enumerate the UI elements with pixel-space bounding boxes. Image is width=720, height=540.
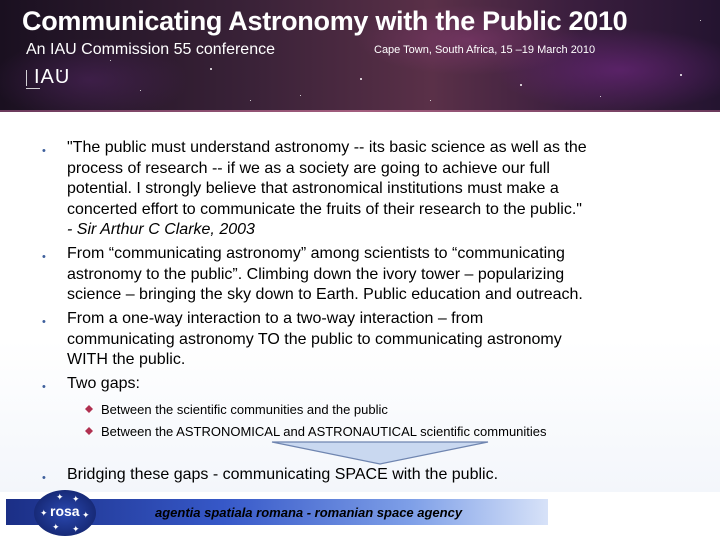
bullet-marker: • xyxy=(42,145,46,157)
diamond-bullet-icon xyxy=(85,427,93,435)
sub-bullet-item: Between the scientific communities and the public xyxy=(101,402,388,417)
bullet-marker: • xyxy=(42,381,46,393)
bullet-line: "The public must understand astronomy -- its basic science as well as the xyxy=(67,139,587,156)
bullet-item-interaction xyxy=(67,309,699,371)
star xyxy=(110,60,111,61)
conference-title: Communicating Astronomy with the Public 2010 xyxy=(22,6,628,36)
bullet-line: science – bringing the sky down to Earth. Public education and outreach. xyxy=(67,286,583,303)
star-icon: ✦ xyxy=(72,494,80,504)
conference-location: Cape Town, South Africa, 15 –19 March 2010 xyxy=(374,44,596,56)
bullet-line: Two gaps: xyxy=(67,375,140,392)
star xyxy=(520,84,522,86)
bullet-item-bridging: Bridging these gaps - communicating SPACE with the public. xyxy=(67,466,499,483)
star xyxy=(360,78,362,80)
diamond-bullet-icon xyxy=(85,405,93,413)
star xyxy=(700,20,701,21)
star-icon: ✦ xyxy=(56,492,64,502)
bullet-line: astronomy to the public”. Climbing down the ivory tower – popularizing xyxy=(67,265,565,283)
star xyxy=(210,68,212,70)
bullet-marker: • xyxy=(42,251,46,263)
iau-logo-text: IAU xyxy=(34,66,71,88)
star-icon: ✦ xyxy=(72,524,80,534)
star xyxy=(250,100,251,101)
bullet-line: From a one-way interaction to a two-way interaction – from xyxy=(67,310,484,327)
iau-logo xyxy=(24,66,80,92)
bullet-item-quote xyxy=(67,138,699,241)
star xyxy=(300,95,301,96)
star xyxy=(600,96,601,97)
bullet-marker: • xyxy=(42,316,46,328)
sub-bullet-item: Between the ASTRONOMICAL and ASTRONAUTICAL scientific communities xyxy=(101,424,547,439)
bullet-line: From “communicating astronomy” among scientists to “communicating xyxy=(67,245,565,262)
bullet-line: process of research -- if we as a society are going to achieve our full xyxy=(67,159,550,177)
star xyxy=(140,90,141,91)
conference-subtitle: An IAU Commission 55 conference xyxy=(26,41,275,58)
bullet-marker: • xyxy=(42,472,46,484)
bullet-line: WITH the public. xyxy=(67,351,186,368)
star xyxy=(430,100,431,101)
logo-mark xyxy=(26,70,27,86)
bullet-line: concerted effort to communicate the fruits of their research to the public." xyxy=(67,200,582,218)
star-icon: ✦ xyxy=(40,508,48,518)
bullet-item-communicating xyxy=(67,244,699,306)
star-icon: ✦ xyxy=(82,510,90,520)
header-banner xyxy=(0,0,720,110)
bullet-item-two-gaps xyxy=(67,374,699,395)
rosa-logo-text: rosa xyxy=(50,503,80,519)
bullet-line: potential. I strongly believe that astronomical institutions must make a xyxy=(67,180,559,197)
star xyxy=(680,74,682,76)
star-icon: ✦ xyxy=(52,522,60,532)
bullet-line-attribution: - Sir Arthur C Clarke, 2003 xyxy=(67,221,255,238)
agency-name: agentia spatiala romana - romanian space agency xyxy=(155,505,463,520)
bullet-line: communicating astronomy TO the public to communicating astronomy xyxy=(67,330,562,348)
down-arrow-icon xyxy=(270,440,490,466)
